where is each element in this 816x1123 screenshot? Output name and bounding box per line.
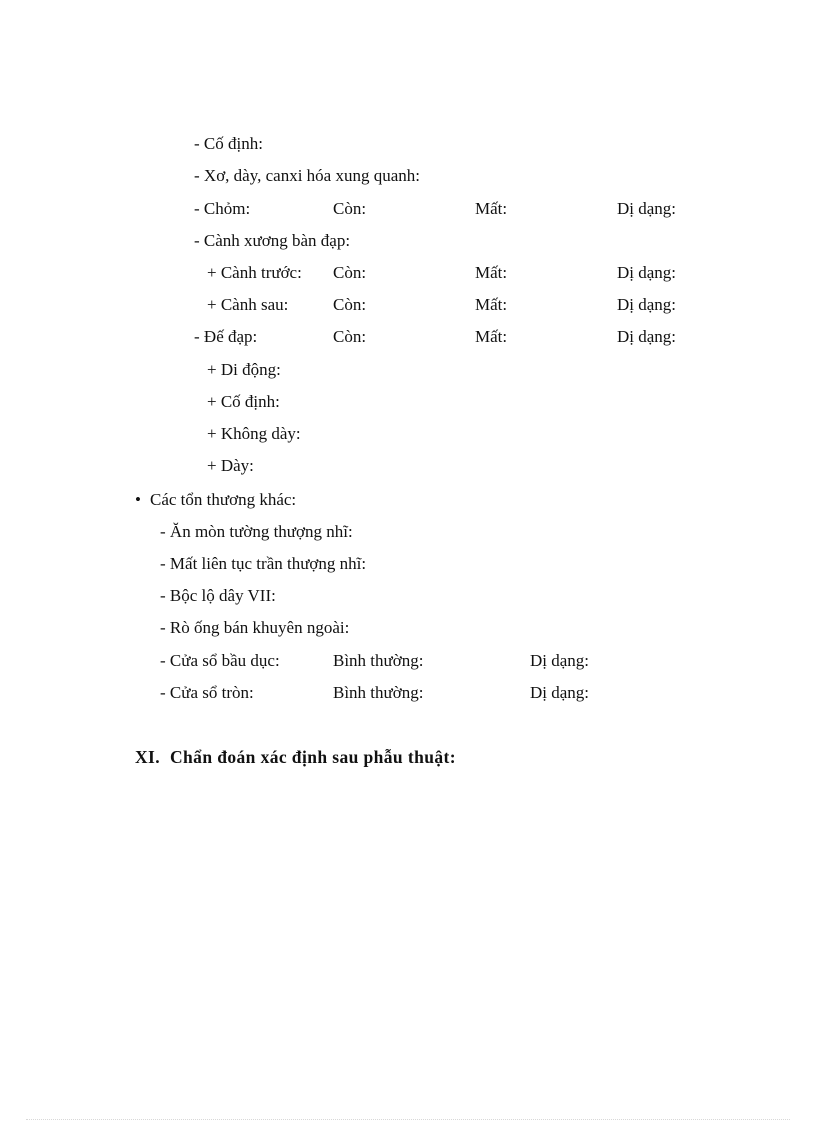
cua-so-bau-duc-binh-thuong: Bình thường: xyxy=(333,651,424,670)
item-co-dinh: - Cố định: xyxy=(194,134,263,153)
item-de-dap: - Đế đạp: xyxy=(194,327,258,346)
item-an-mon-tuong: - Ăn mòn tường thượng nhĩ: xyxy=(160,522,353,541)
de-dap-mat: Mất: xyxy=(475,327,508,346)
item-co-dinh-2: + Cố định: xyxy=(207,392,280,411)
de-dap-con: Còn: xyxy=(333,327,367,346)
item-mat-lien-tuc-tran: - Mất liên tục trần thượng nhĩ: xyxy=(160,554,367,573)
canh-sau-di-dang: Dị dạng: xyxy=(617,295,677,314)
item-cua-so-bau-duc: - Cửa sổ bầu dục: xyxy=(160,651,280,670)
canh-sau-mat: Mất: xyxy=(475,295,508,314)
item-canh-xuong-ban-dap: - Cành xương bàn đạp: xyxy=(194,231,351,250)
canh-sau-con: Còn: xyxy=(333,295,367,314)
item-canh-sau: + Cành sau: xyxy=(207,295,289,314)
de-dap-di-dang: Dị dạng: xyxy=(617,327,677,346)
chom-di-dang: Dị dạng: xyxy=(617,199,677,218)
bullet-icon: • xyxy=(135,490,141,509)
canh-truoc-di-dang: Dị dạng: xyxy=(617,263,677,282)
canh-truoc-mat: Mất: xyxy=(475,263,508,282)
canh-truoc-con: Còn: xyxy=(333,263,367,282)
section-xi-number: XI. xyxy=(135,747,161,767)
item-day: + Dày: xyxy=(207,456,254,475)
cua-so-tron-di-dang: Dị dạng: xyxy=(530,683,590,702)
page-bottom-divider xyxy=(26,1119,790,1120)
item-khong-day: + Không dày: xyxy=(207,424,301,443)
item-xo-day-canxi: - Xơ, dày, canxi hóa xung quanh: xyxy=(194,166,420,185)
item-ro-ong-ban-khuyen: - Rò ống bán khuyên ngoài: xyxy=(160,618,350,637)
cua-so-bau-duc-di-dang: Dị dạng: xyxy=(530,651,590,670)
item-di-dong: + Di động: xyxy=(207,360,281,379)
cua-so-tron-binh-thuong: Bình thường: xyxy=(333,683,424,702)
item-cua-so-tron: - Cửa sổ tròn: xyxy=(160,683,254,702)
other-lesions-heading: Các tổn thương khác: xyxy=(150,490,297,509)
item-boc-lo-day-vii: - Bộc lộ dây VII: xyxy=(160,586,276,605)
chom-con: Còn: xyxy=(333,199,367,218)
item-canh-truoc: + Cành trước: xyxy=(207,263,302,282)
item-chom: - Chỏm: xyxy=(194,199,251,218)
chom-mat: Mất: xyxy=(475,199,508,218)
section-xi-title: Chẩn đoán xác định sau phẫu thuật: xyxy=(170,747,456,767)
